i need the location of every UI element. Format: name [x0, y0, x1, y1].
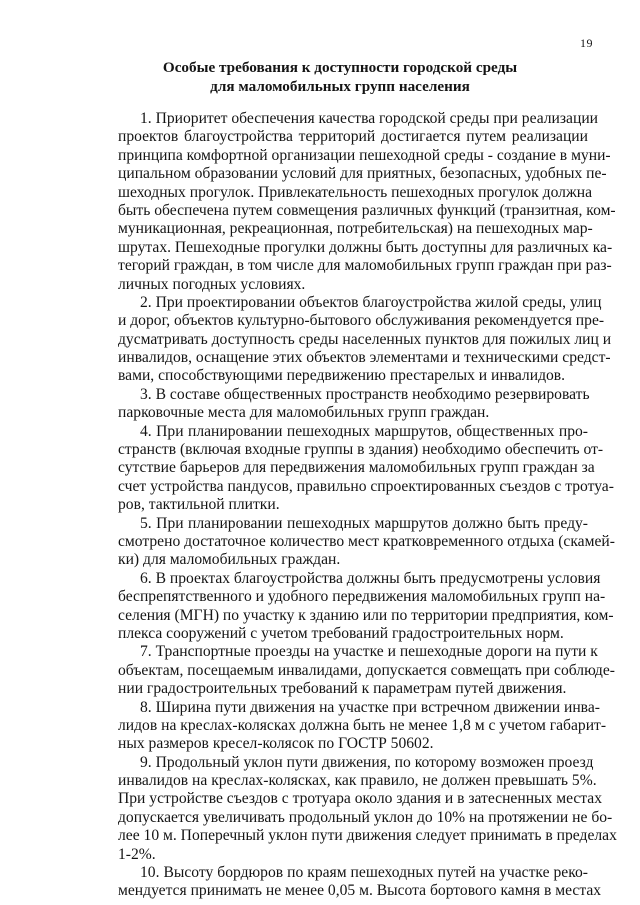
- text-line: ципальном образовании условий для приятных, безопасных, удобных пе-: [118, 165, 607, 183]
- text-line: вами, способствующими передвижению престарелых и инвалидов.: [118, 367, 566, 385]
- text-line: шеходных прогулок. Привлекательность пешеходных прогулок должна: [118, 183, 592, 201]
- page-number: 19: [580, 36, 593, 50]
- text-line: смотрено достаточное количество мест кратковременного отдыха (скамей-: [118, 532, 615, 550]
- text-line: 6. В проектах благоустройства должны быть предусмотрены условия: [140, 569, 601, 587]
- text-line: инвалидов на креслах-колясках, как правило, не должен превышать 5%.: [118, 772, 597, 790]
- text-line: муникационная, рекреационная, потребительская) на пешеходных мар-: [118, 220, 593, 238]
- text-line: тегорий граждан, в том числе для маломобильных групп граждан при раз-: [118, 257, 612, 275]
- paragraph-5: [118, 514, 615, 570]
- text-line: шрутах. Пешеходные прогулки должны быть доступны для различных ка-: [118, 238, 613, 256]
- text-line: 8. Ширина пути движения на участке при встречном движении инва-: [140, 698, 600, 716]
- text-line: 4. При планировании пешеходных маршрутов, общественных про-: [140, 422, 588, 440]
- title-line-2: для маломобильных групп населения: [210, 78, 470, 95]
- text-line: При устройстве съездов с тротуара около здания и в затесненных местах: [118, 790, 603, 808]
- paragraph-3: [118, 386, 588, 423]
- text-line: ки) для маломобильных граждан.: [118, 551, 341, 569]
- paragraph-10: [118, 864, 602, 901]
- text-line: инвалидов, оснащение этих объектов элементами и техническими средст-: [118, 349, 611, 367]
- text-line: и дорог, объектов культурно-бытового обслуживания рекомендуется пре-: [118, 312, 605, 330]
- text-line: лее 10 м. Поперечный уклон пути движения следует принимать в пределах: [118, 827, 617, 845]
- text-line: плекса сооружений с учетом требований градостроительных норм.: [118, 624, 564, 642]
- paragraph-9: [118, 753, 617, 864]
- text-line: селения (МГН) по участку к зданию или по территории предприятия, ком-: [118, 606, 614, 624]
- text-line: 9. Продольный уклон пути движения, по которому возможен проезд: [140, 753, 594, 771]
- paragraph-7: [118, 643, 615, 698]
- paragraph-4: [118, 422, 614, 515]
- page-title: [120, 58, 560, 96]
- text-line: объектам, посещаемым инвалидами, допускается совмещать при соблюде-: [118, 661, 615, 679]
- text-line: дусматривать доступность среды населенных пунктов для пожилых лиц и: [118, 330, 612, 348]
- text-line: парковочные места для маломобильных групп граждан.: [118, 404, 490, 422]
- text-line: личных погодных условиях.: [118, 275, 306, 293]
- text-line: сутствие барьеров для передвижения маломобильных групп граждан за: [118, 459, 595, 477]
- text-line: мендуется принимать не менее 0,05 м. Высота бортового камня в местах: [118, 882, 602, 900]
- text-line: допускается увеличивать продольный уклон до 10% на протяжении не бо-: [118, 808, 613, 826]
- text-line: 1. Приоритет обеспечения качества городской среды при реализации: [140, 110, 599, 127]
- text-line: 7. Транспортные проезды на участке и пешеходные дороги на пути к: [140, 643, 598, 661]
- text-line: быть обеспечена путем совмещения различных функций (транзитная, ком-: [118, 201, 616, 219]
- text-line: счет устройства пандусов, правильно спроектированных съездов с тротуа-: [118, 477, 614, 495]
- paragraph-2: [118, 293, 612, 386]
- text-line: нии градостроительных требований к параметрам путей движения.: [118, 680, 567, 698]
- text-line: проектов благоустройства территорий достигается путем реализации: [118, 128, 588, 146]
- text-line: ров, тактильной плитки.: [118, 496, 280, 514]
- text-line: 5. При планировании пешеходных маршрутов должно быть преду-: [140, 514, 588, 532]
- text-line: беспрепятственного и удобного передвижения маломобильных групп на-: [118, 588, 606, 606]
- text-line: ных размеров кресел-колясок по ГОСТР 50602.: [118, 735, 434, 753]
- text-line: 1-2%.: [118, 845, 156, 863]
- paragraph-1: [118, 110, 616, 294]
- text-line: принципа комфортной организации пешеходной среды - создание в муни-: [118, 146, 611, 164]
- paragraph-6: [118, 569, 614, 644]
- text-line: 3. В составе общественных пространств необходимо резервировать: [140, 385, 590, 403]
- text-line: 10. Высоту бордюров по краям пешеходных путей на участке реко-: [140, 864, 588, 882]
- text-line: странств (включая входные группы в здания) необходимо обеспечить от-: [118, 441, 604, 459]
- title-line-1: Особые требования к доступности городской среды: [162, 59, 518, 76]
- paragraph-8: [118, 698, 607, 754]
- text-line: 2. При проектировании объектов благоустройства жилой среды, улиц: [140, 293, 602, 311]
- text-line: лидов на креслах-колясках должна быть не менее 1,8 м с учетом габарит-: [118, 716, 607, 734]
- document-body: [118, 110, 617, 901]
